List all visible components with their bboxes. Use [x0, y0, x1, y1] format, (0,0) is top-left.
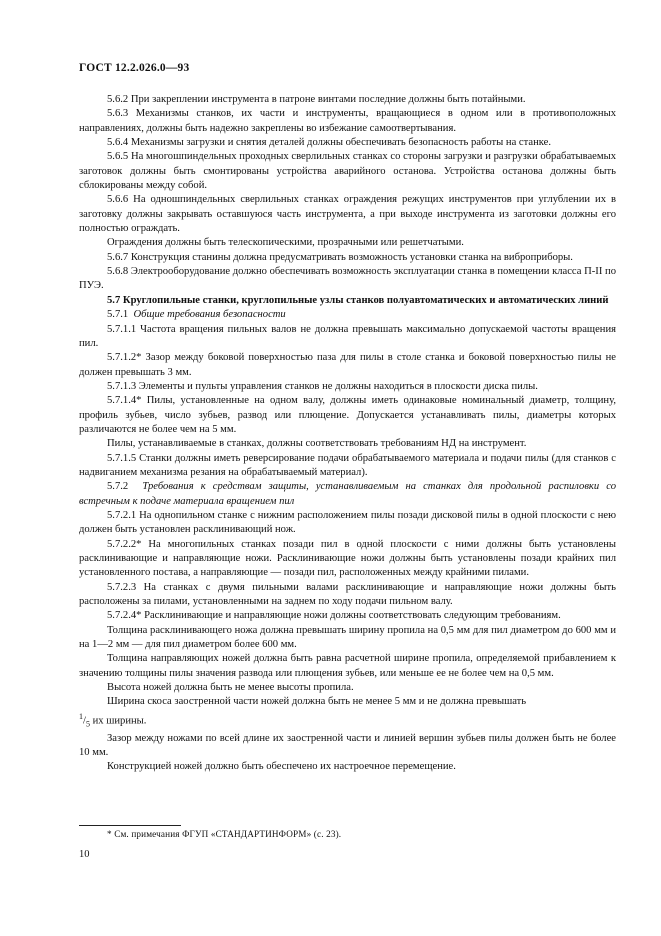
standard-code-header: ГОСТ 12.2.026.0—93	[79, 62, 190, 74]
footnote-divider	[79, 825, 181, 826]
fraction-denominator: 5	[85, 719, 90, 729]
subsection-title: Требования к средствам защиты, устанавливаемым на станках для продольной распиловки со встречным к подаче материала вращением пил	[79, 481, 616, 507]
document-body	[79, 93, 616, 775]
subsection-title: Общие требования безопасности	[133, 309, 286, 321]
paragraph: 5.7.2.4* Расклинивающие и направляющие ножи должны соответствовать следующим требованиям.	[107, 610, 561, 622]
paragraph: 5.7.1.4* Пилы, установленные на одном валу, должны иметь одинаковые номинальный диаметр, толщину, профиль зубьев, число зубьев, развод или плющение. Допускается устанавливать пилы, диаметры которых различаются не более чем на 5 мм.	[79, 395, 616, 435]
paragraph: Ограждения должны быть телескопическими, прозрачными или решетчатыми.	[107, 237, 464, 249]
fraction-rest: их ширины.	[89, 715, 147, 727]
paragraph: 5.6.4 Механизмы загрузки и снятия деталей должны обеспечивать безопасность работы на станке.	[107, 137, 552, 149]
section-heading: 5.7 Круглопильные станки, круглопильные узлы станков полуавтоматических и автоматических линий	[107, 294, 609, 306]
paragraph: 5.7.1.3 Элементы и пульты управления станков не должны находиться в плоскости диска пилы.	[107, 380, 538, 392]
paragraph: 5.7.1.2* Зазор между боковой поверхностью паза для пилы в столе станка и боковой поверхностью пилы не должен превышать 3 мм.	[79, 352, 616, 378]
page-number: 10	[79, 849, 90, 860]
paragraph: 5.6.3 Механизмы станков, их части и инструменты, вращающиеся в одном или в противоположных направлениях, должны быть надежно закреплены во избежание самоотвертывания.	[79, 108, 616, 134]
paragraph: 5.6.2 При закреплении инструмента в патроне винтами последние должны быть потайными.	[107, 94, 526, 105]
subsection-heading	[79, 480, 616, 509]
paragraph: Зазор между ножами по всей длине их заостренной части и линией вершин зубьев пилы должен быть не более 10 мм.	[79, 732, 616, 759]
fraction-line: $^1/_5$ их ширины.	[79, 711, 147, 729]
paragraph: 5.6.5 На многошпиндельных проходных сверлильных станках со стороны загрузки и разгрузки обрабатываемых заготовок должны быть смонтированы устройства аварийного останова. Устройства останова должны быть сблокированы между собой.	[79, 151, 616, 192]
paragraph: 5.7.1.5 Станки должны иметь реверсирование подачи обрабатываемого материала и подачи пилы (для станков с надвиганием механизма резания на обрабатываемый материал).	[79, 452, 616, 478]
fraction-numerator: 1	[79, 711, 83, 721]
paragraph: 5.7.2.3 На станках с двумя пильными валами расклинивающие и направляющие ножи должны быть расположены за пилами, установленными на заднем по ходу подачи пильном валу.	[79, 581, 616, 608]
paragraph: 5.7.1.1 Частота вращения пильных валов не должна превышать максимально допускаемой частоты вращения пил.	[79, 323, 616, 349]
subsection-number: 5.7.2	[107, 481, 129, 493]
paragraph: 5.7.2.2* На многопильных станках позади пил в одной плоскости с ними должны быть установлены расклинивающие и направляющие ножи. Расклинивающие ножи должны быть установлены позади крайних пил установленного постава, а направляющие — позади пил, расположенных между крайними пилами.	[79, 538, 616, 579]
paragraph: Высота ножей должна быть не менее высоты пропила.	[107, 682, 354, 694]
paragraph: 5.6.8 Электрооборудование должно обеспечивать возможность эксплуатации станка в помещении класса П-II по ПУЭ.	[79, 266, 616, 292]
footnote: * См. примечания ФГУП «СТАНДАРТИНФОРМ» (с. 23).	[107, 829, 342, 839]
paragraph: Конструкцией ножей должно быть обеспечено их настроечное перемещение.	[107, 761, 456, 773]
paragraph: 5.7.2.1 На однопильном станке с нижним расположением пилы позади дисковой пилы в одной плоскости с нею должен быть установлен расклинивающий нож.	[79, 509, 616, 536]
paragraph: Толщина расклинивающего ножа должна превышать ширину пропила на 0,5 мм для пил диаметром до 600 мм и на 1—2 мм — для пил диаметром более 600 мм.	[79, 624, 616, 651]
subsection-number: 5.7.1	[107, 309, 129, 321]
paragraph: Пилы, устанавливаемые в станках, должны соответствовать требованиям НД на инструмент.	[107, 438, 527, 450]
paragraph: Ширина скоса заостренной части ножей должна быть не менее 5 мм и не должна превышать	[107, 696, 527, 708]
subsection-heading	[79, 308, 616, 322]
paragraph: Толщина направляющих ножей должна быть равна расчетной ширине пропила, определяемой прибавлением к значению толщины пилы значения развода или плющения зубьев, или меньше ее не более чем на 0,5 мм.	[79, 653, 616, 679]
paragraph: 5.6.6 На одношпиндельных сверлильных станках ограждения режущих инструментов при углублении их в заготовку должны закрывать оставшуюся часть инструмента, а при выходе инструмента из заготовки должны его полностью ограждать.	[79, 194, 616, 235]
paragraph: 5.6.7 Конструкция станины должна предусматривать возможность установки станка на виброприборы.	[107, 251, 573, 263]
